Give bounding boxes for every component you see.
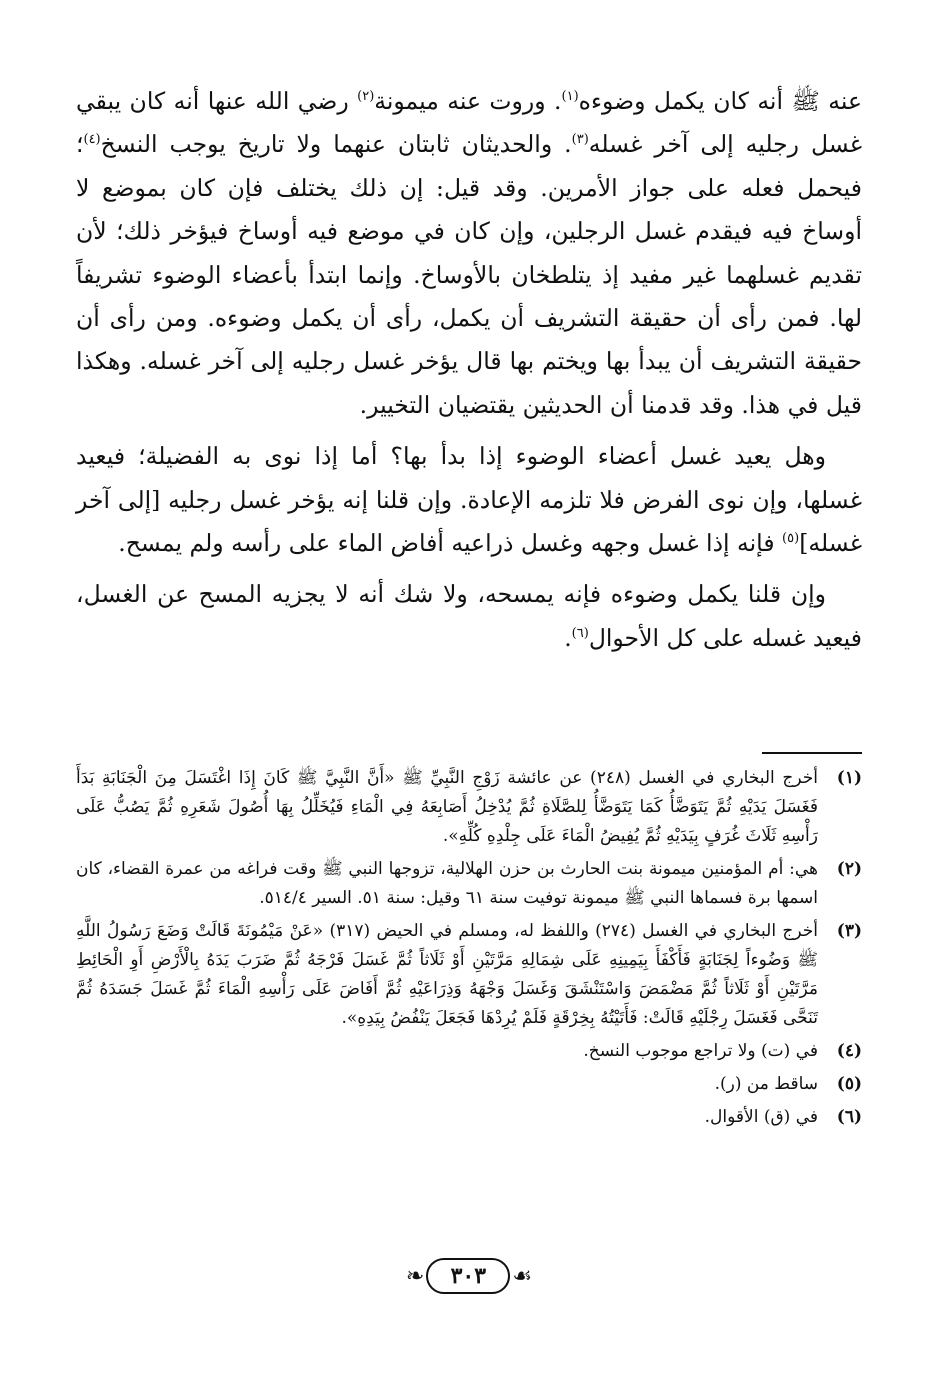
footnote-ref-4[interactable]: (٤)	[83, 132, 101, 148]
footnote-text: ساقط من (ر).	[714, 1074, 818, 1094]
footnote-ref-3[interactable]: (٣)	[571, 132, 589, 148]
footnote-number: (٣)	[836, 921, 862, 941]
footnote-6	[76, 1103, 862, 1132]
ornament-left-icon: ❧	[405, 1263, 425, 1289]
footnote-1	[76, 764, 862, 851]
footnote-text: أخرج البخاري في الغسل (٢٧٤) واللفظ له، ومسلم في الحيض (٣١٧) «عَنْ مَيْمُونَةَ قَالَتْ وَضَعَ رَسُولُ اللَّهِ ﷺ وَضُوءاً لِجَنَابَةٍ فَأَكْفَأَ بِيَمِينِهِ عَلَى شِمَالِهِ مَرَّتَيْنِ أَوْ ثَلَاثاً ثُمَّ غَسَلَ فَرْجَهُ ثُمَّ ضَرَبَ يَدَهُ بِالْأَرْضِ أَوِ الْحَائِطِ مَرَّتَيْنِ أَوْ ثَلَاثاً ثُمَّ مَضْمَضَ وَاسْتَنْشَقَ وَغَسَلَ وَجْهَهُ وَذِرَاعَيْهِ ثُمَّ أَفَاضَ عَلَى رَأْسِهِ الْمَاءَ ثُمَّ غَسَلَ جَسَدَهُ ثُمَّ تَنَحَّى فَغَسَلَ رِجْلَيْهِ قَالَتْ: فَأَتَيْتُهُ بِخِرْقَةٍ فَلَمْ يُرِدْهَا فَجَعَلَ يَنْفُضُ بِيَدِهِ».	[76, 921, 819, 1028]
footnote-number: (١)	[836, 768, 862, 788]
main-text	[76, 80, 862, 660]
footnote-number: (٢)	[836, 859, 862, 879]
footnote-ref-1[interactable]: (١)	[561, 89, 579, 105]
paragraph-2: وهل يعيد غسل أعضاء الوضوء إذا بدأ بها؟ أما إذا نوى به الفضيلة؛ فيعيد غسلها، وإن نوى الفرض فلا تلزمه الإعادة. وإن قلنا إنه يؤخر غسل رجليه [إلى آخر غسله]$^{(٥)}$ فإنه إذا غسل وجهه وغسل ذراعيه أفاض الماء على رأسه ولم يمسح.	[76, 442, 862, 558]
footnote-ref-5[interactable]: (٥)	[782, 531, 800, 547]
footnote-text: في (ت) ولا تراجع موجوب النسخ.	[583, 1041, 818, 1061]
footnote-text: في (ق) الأقوال.	[704, 1107, 818, 1127]
footnote-5	[76, 1070, 862, 1099]
book-page	[76, 80, 862, 1310]
page-footer	[76, 1256, 862, 1296]
footnote-text: هي: أم المؤمنين ميمونة بنت الحارث بن حزن الهلالية، تزوجها النبي ﷺ وقت فراغه من عمرة القضاء، كان اسمها برة فسماها النبي ﷺ ميمونة توفيت سنة ٦١ وقيل: سنة ٥١. السير ٥١٤/٤.	[76, 859, 818, 908]
footnotes	[76, 764, 862, 1136]
footnote-3	[76, 917, 862, 1033]
footnote-number: (٦)	[836, 1107, 862, 1127]
footnote-4	[76, 1037, 862, 1066]
footnote-ref-2[interactable]: (٢)	[357, 89, 375, 105]
page-number: ٣٠٣	[426, 1258, 510, 1294]
footnote-number: (٤)	[836, 1041, 862, 1061]
footnote-divider	[762, 752, 862, 754]
paragraph-1: عنه ﷺ أنه كان يكمل وضوءه$^{(١)}$. وروت عنه ميمونة$^{(٢)}$ رضي الله عنها أنه كان يبقي غسل رجليه إلى آخر غسله$^{(٣)}$. والحديثان ثابتان عنهما ولا تاريخ يوجب النسخ$^{(٤)}$؛ فيحمل فعله على جواز الأمرين. وقد قيل: إن ذلك يختلف فإن كان بموضع لا أوساخ فيه فيقدم غسل الرجلين، وإن كان في موضع فيه أوساخ فيؤخر ذلك؛ لأن تقديم غسلهما غير مفيد إذ يتلطخان بالأوساخ. وإنما ابتدأ بأعضاء الوضوء تشريفاً لها. فمن رأى أن حقيقة التشريف أن يكمل، رأى أن يكمل وضوءه. ومن رأى أن حقيقة التشريف أن يبدأ بها ويختم بها قال يؤخر غسل رجليه إلى آخر غسله. وهكذا قيل في هذا. وقد قدمنا أن الحديثين يقتضيان التخيير.	[76, 87, 862, 419]
footnote-ref-6[interactable]: (٦)	[571, 626, 589, 642]
footnote-2	[76, 855, 862, 913]
footnote-number: (٥)	[836, 1074, 862, 1094]
ornament-right-icon: ☙	[512, 1263, 533, 1289]
paragraph-3: وإن قلنا يكمل وضوءه فإنه يمسحه، ولا شك أنه لا يجزيه المسح عن الغسل، فيعيد غسله على كل الأحوال$^{(٦)}$.	[76, 580, 862, 652]
footnote-text: أخرج البخاري في الغسل (٢٤٨) عن عائشة زَوْجِ النَّبِيِّ ﷺ «أَنَّ النَّبِيَّ ﷺ كَانَ إِذَا اغْتَسَلَ مِنَ الْجَنَابَةِ بَدَأَ فَغَسَلَ يَدَيْهِ ثُمَّ يَتَوَضَّأُ كَمَا يَتَوَضَّأُ لِلصَّلَاةِ ثُمَّ يُدْخِلُ أَصَابِعَهُ فِي الْمَاءِ فَيُخَلِّلُ بِهَا أُصُولَ شَعَرِهِ ثُمَّ يَصُبُّ عَلَى رَأْسِهِ ثَلَاثَ غُرَفٍ بِيَدَيْهِ ثُمَّ يُفِيضُ الْمَاءَ عَلَى جِلْدِهِ كُلِّهِ».	[76, 768, 818, 846]
